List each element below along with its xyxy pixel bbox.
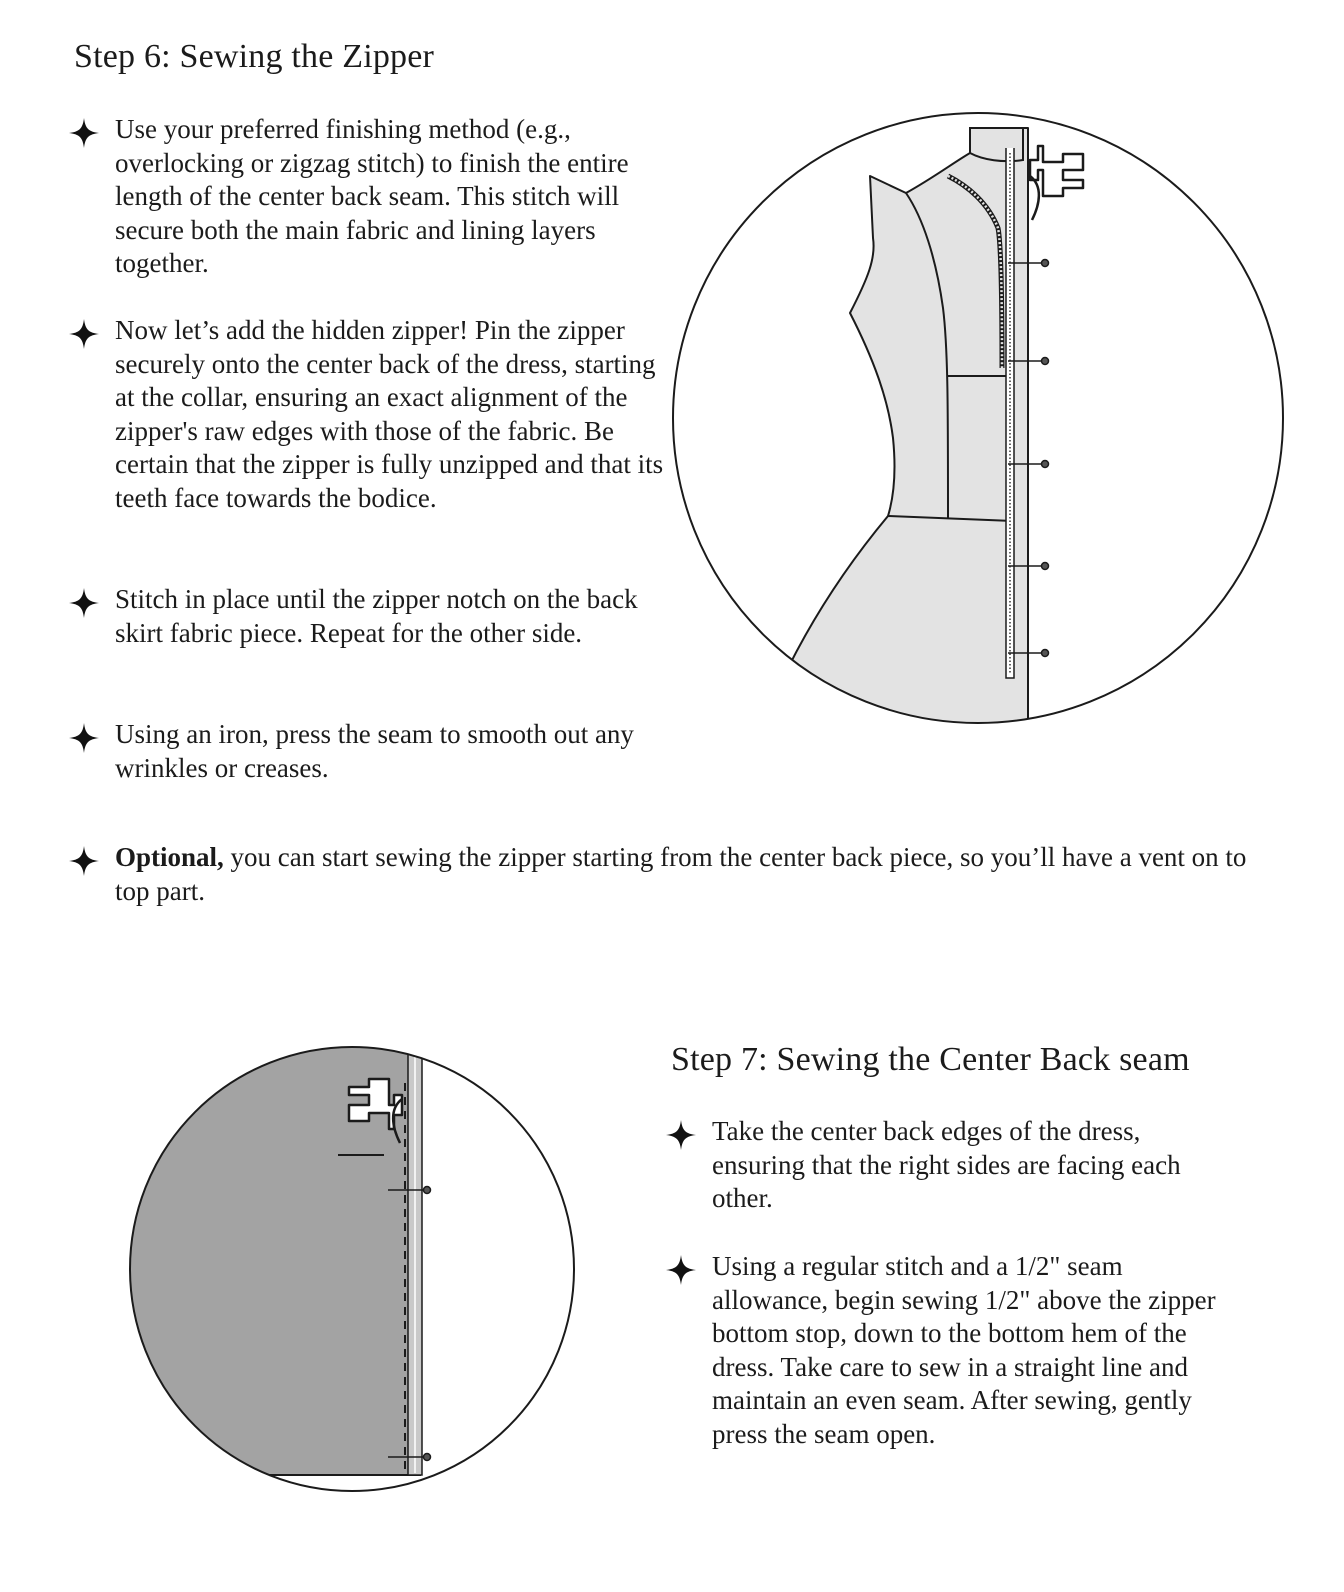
four-point-star-icon [666,1255,696,1285]
four-point-star-icon [69,118,99,148]
bullet-text: Stitch in place until the zipper notch on the back skirt fabric piece. Repeat for the other side. [115,584,638,648]
bullet-text [115,841,1285,908]
step7-bullet-1 [712,1115,1232,1216]
step6-bullet-optional [115,841,1285,908]
optional-label: Optional, [115,842,224,872]
four-point-star-icon [69,319,99,349]
collar [970,128,1023,161]
step6-bullet-4 [115,718,655,785]
step6-bullet-2 [115,314,675,516]
bullet-text: Take the center back edges of the dress, ensuring that the right sides are facing each other. [712,1116,1181,1214]
optional-text: you can start sewing the zipper starting from the center back piece, so you’ll have a vent on to top part. [115,842,1247,906]
bullet-text: Using an iron, press the seam to smooth out any wrinkles or creases. [115,719,634,783]
bullet-text: Now let’s add the hidden zipper! Pin the zipper securely onto the center back of the dress, starting at the collar, ensuring an exact alignment of the zipper's raw edges with those of the fabric. Be certain that the zipper is fully unzipped and that its teeth face towards the bodice. [115,315,664,513]
bodice-zipper-illustration [668,108,1288,730]
four-point-star-icon [69,588,99,618]
step7-title: Step 7: Sewing the Center Back seam [671,1041,1190,1078]
step6-bullet-3 [115,583,655,650]
step7-bullet-2 [712,1250,1232,1452]
four-point-star-icon [69,846,99,876]
bodice-fabric [748,128,1028,730]
bullet-text: Use your preferred finishing method (e.g., overlocking or zigzag stitch) to finish the entire length of the center back seam. This stitch will secure both the main fabric and lining layers together. [115,114,629,279]
step6-title: Step 6: Sewing the Zipper [74,38,435,75]
four-point-star-icon [666,1120,696,1150]
four-point-star-icon [69,723,99,753]
presser-foot-icon [1030,146,1083,220]
center-back-seam-illustration [126,1043,578,1495]
bullet-text: Using a regular stitch and a 1/2" seam allowance, begin sewing 1/2" above the zipper bottom stop, down to the bottom hem of the dress. Take care to sew in a straight line and maintain an even seam. After sewing, gently press the seam open. [712,1251,1216,1449]
step6-bullet-1 [115,113,675,281]
